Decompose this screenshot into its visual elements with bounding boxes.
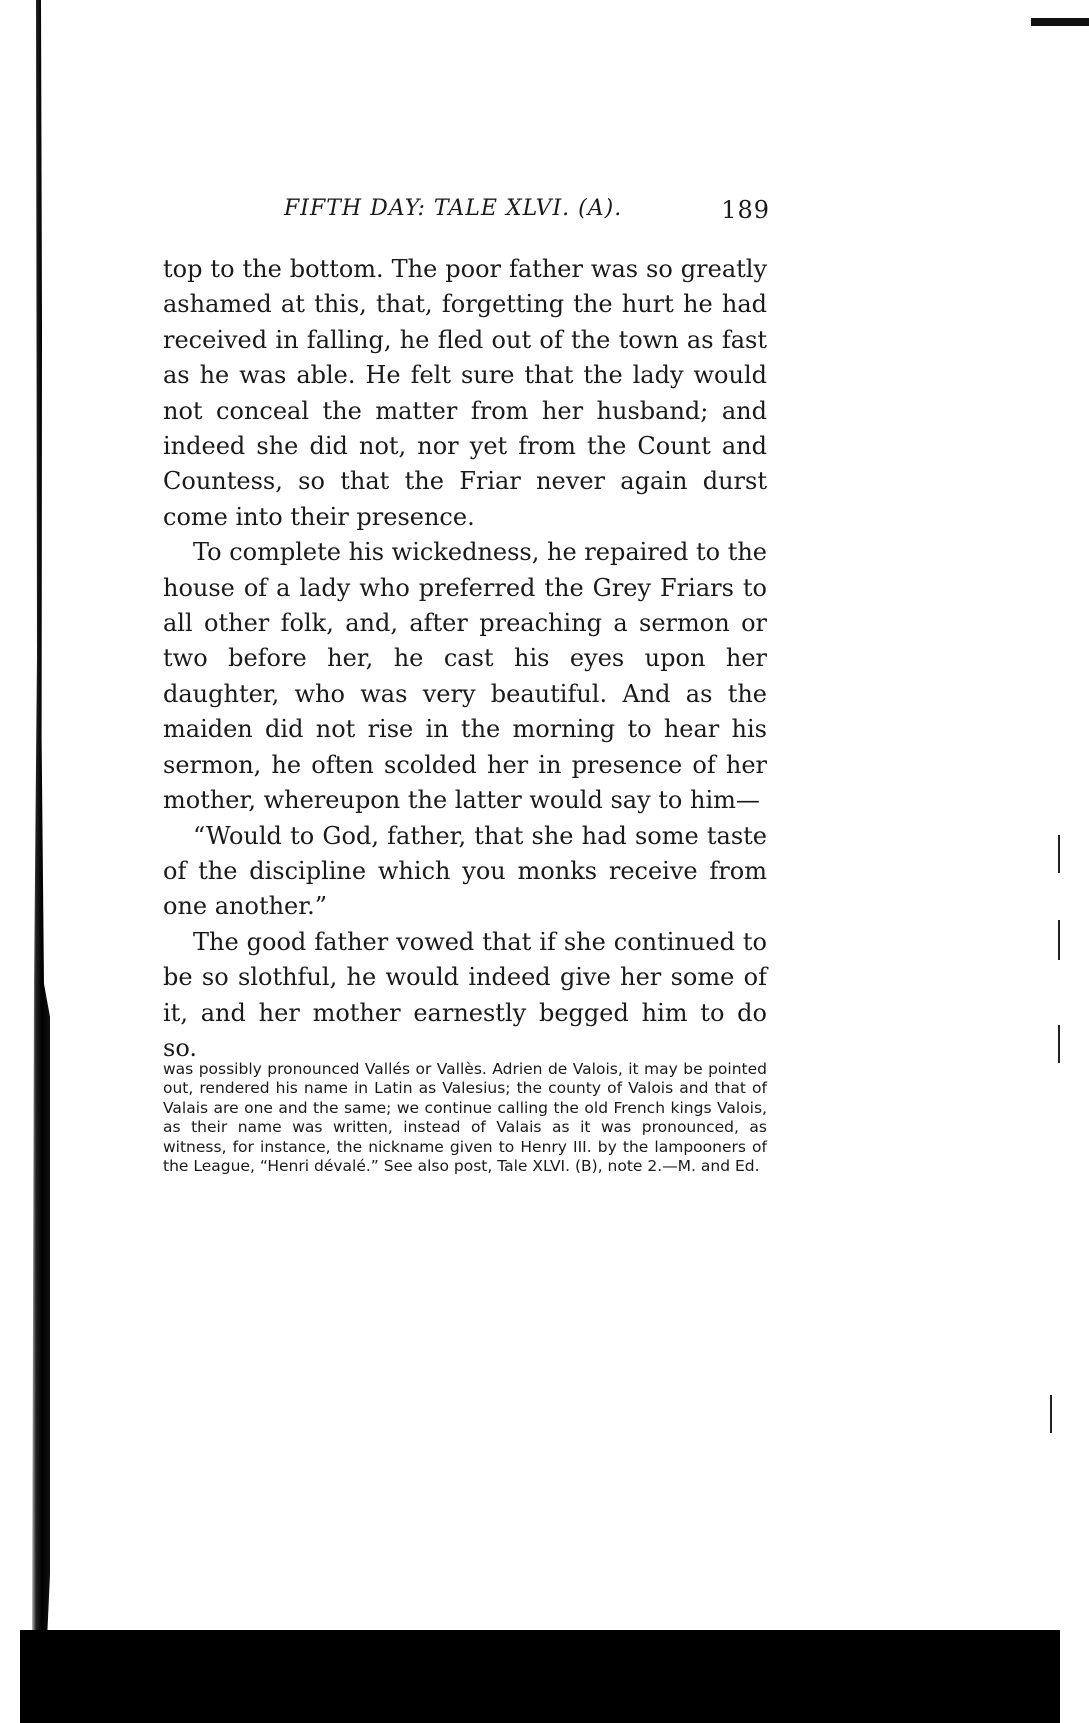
scan-margin-mark: [1058, 1025, 1060, 1063]
footnote-text: was possibly pronounced Vallés or Vallès. Adrien de Valois, it may be pointed out, rendered his name in Latin as Valesius; the county of Valois and that of Valais are one and the same; we continue calling the old French kings Valois, as their name was written, instead of Valais as it was pronounced, as witness, for instance, the nickname given to Henry III. by the lampooners of the League, “Henri dévalé.” See also post, Tale XLVI. (B), note 2.—M. and Ed.: [163, 1060, 767, 1176]
running-head: [162, 196, 770, 236]
body-text: [163, 252, 767, 1066]
scan-binding-shadow: [30, 0, 50, 1640]
paragraph: “Would to God, father, that she had some taste of the discipline which you monks receive from one another.”: [163, 821, 767, 921]
page-number: 189: [721, 196, 770, 224]
scan-margin-mark: [1058, 920, 1060, 960]
scan-corner-mark: [1031, 18, 1089, 26]
paragraph: The good father vowed that if she continued to be so slothful, he would indeed give her some of it, and her mother earnestly begged him to do so.: [163, 927, 767, 1062]
scan-margin-mark: [1058, 835, 1060, 873]
paragraph: top to the bottom. The poor father was so greatly ashamed at this, that, forgetting the hurt he had received in falling, he fled out of the town as fast as he was able. He felt sure that the lady would not conceal the matter from her husband; and indeed she did not, nor yet from the Count and Countess, so that the Friar never again durst come into their presence.: [163, 255, 767, 531]
running-title: FIFTH DAY: TALE XLVI. (A).: [284, 196, 623, 221]
scan-bottom-border: [20, 1630, 1060, 1723]
footnote: [163, 1060, 767, 1176]
paragraph: To complete his wickedness, he repaired to the house of a lady who preferred the Grey Friars to all other folk, and, after preaching a sermon or two before her, he cast his eyes upon her daughter, who was very beautiful. And as the maiden did not rise in the morning to hear his sermon, he often scolded her in presence of her mother, whereupon the latter would say to him—: [163, 538, 767, 815]
scan-margin-mark: [1050, 1395, 1052, 1433]
